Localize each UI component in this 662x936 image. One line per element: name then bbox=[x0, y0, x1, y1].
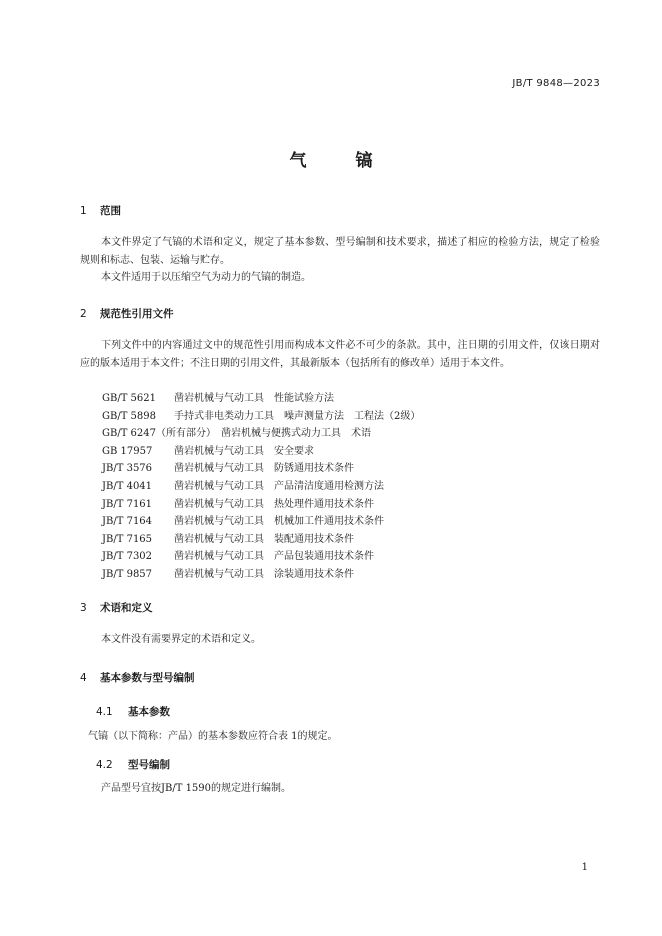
reference-item bbox=[102, 478, 420, 496]
reference-item bbox=[102, 443, 420, 461]
reference-title: 凿岩机械与气动工具 性能试验方法 bbox=[174, 393, 334, 404]
section-4-heading bbox=[80, 670, 195, 685]
reference-item bbox=[102, 513, 420, 531]
reference-title: 凿岩机械与气动工具 装配通用技术条件 bbox=[174, 533, 354, 545]
section-1-paragraph-2: 本文件适用于以压缩空气为动力的气镐的制造。 bbox=[101, 272, 311, 283]
reference-item bbox=[102, 496, 420, 514]
section-title: 规范性引用文件 bbox=[100, 308, 174, 320]
section-title: 范围 bbox=[100, 205, 121, 217]
section-title: 基本参数与型号编制 bbox=[100, 672, 195, 684]
reference-item bbox=[102, 548, 420, 566]
section-title: 术语和定义 bbox=[100, 602, 153, 614]
subsection-4-1-paragraph: 气镐（以下简称：产品）的基本参数应符合表 1的规定。 bbox=[88, 731, 338, 742]
section-3-heading bbox=[80, 600, 153, 615]
reference-title: 凿岩机械与气动工具 热处理件通用技术条件 bbox=[174, 498, 374, 510]
subsection-title: 基本参数 bbox=[128, 706, 170, 718]
reference-item bbox=[102, 531, 420, 549]
reference-code: GB/T 5898 bbox=[102, 410, 157, 422]
reference-title: 凿岩机械与便携式动力工具 术语 bbox=[221, 428, 372, 440]
reference-title: 凿岩机械与气动工具 产品清洁度通用检测方法 bbox=[174, 480, 384, 492]
section-2-heading bbox=[80, 306, 174, 321]
section-number: 2 bbox=[80, 308, 87, 320]
reference-item bbox=[102, 390, 420, 408]
subsection-number: 4.2 bbox=[96, 759, 113, 771]
section-number: 3 bbox=[80, 602, 87, 614]
reference-code: JB/T 3576 bbox=[102, 463, 153, 475]
reference-title: 凿岩机械与气动工具 机械加工件通用技术条件 bbox=[174, 516, 384, 528]
section-3-paragraph: 本文件没有需要界定的术语和定义。 bbox=[101, 634, 261, 645]
subsection-title: 型号编制 bbox=[128, 759, 170, 771]
reference-item bbox=[102, 408, 420, 426]
reference-code: GB/T 6247（所有部分） bbox=[102, 428, 212, 440]
section-2-intro: 下列文件中的内容通过文中的规范性引用而构成本文件必不可少的条款。其中，注日期的引用文件，仅该日期对应的版本适用于本文件；不注日期的引用文件，其最新版本（包括所有的修改单）适用于本文件。 bbox=[80, 340, 600, 369]
normative-reference-list bbox=[102, 390, 420, 584]
section-number: 4 bbox=[80, 672, 87, 684]
reference-code: JB/T 7165 bbox=[102, 533, 153, 545]
subsection-4-2-paragraph: 产品型号宜按JB/T 1590的规定进行编制。 bbox=[101, 783, 292, 794]
reference-code: JB/T 7164 bbox=[102, 516, 153, 528]
reference-title: 手持式非电类动力工具 噪声测量方法 工程法（2级） bbox=[174, 410, 421, 422]
document-title: 气 镐 bbox=[289, 151, 389, 171]
reference-code: GB 17957 bbox=[102, 445, 153, 457]
reference-code: JB/T 9857 bbox=[102, 568, 153, 580]
reference-title: 凿岩机械与气动工具 防锈通用技术条件 bbox=[174, 463, 354, 475]
section-1-heading bbox=[80, 203, 121, 218]
reference-title: 凿岩机械与气动工具 产品包装通用技术条件 bbox=[174, 551, 374, 563]
section-1-paragraph-1: 本文件界定了气镐的术语和定义，规定了基本参数、型号编制和技术要求，描述了相应的检验方法，规定了检验规则和标志、包装、运输与贮存。 bbox=[80, 237, 600, 266]
reference-code: GB/T 5621 bbox=[102, 393, 157, 404]
reference-title: 凿岩机械与气动工具 安全要求 bbox=[174, 445, 314, 457]
subsection-number: 4.1 bbox=[96, 706, 113, 718]
section-number: 1 bbox=[80, 205, 87, 217]
reference-title: 凿岩机械与气动工具 涂装通用技术条件 bbox=[174, 568, 354, 580]
reference-code: JB/T 4041 bbox=[102, 480, 153, 492]
reference-item bbox=[102, 460, 420, 478]
subsection-4-2-heading bbox=[96, 757, 170, 772]
reference-item bbox=[102, 566, 420, 584]
standard-number: JB/T 9848—2023 bbox=[512, 78, 600, 89]
page-number: 1 bbox=[581, 862, 588, 873]
subsection-4-1-heading bbox=[96, 704, 170, 719]
reference-code: JB/T 7302 bbox=[102, 551, 153, 563]
reference-code: JB/T 7161 bbox=[102, 498, 153, 510]
reference-item bbox=[102, 425, 420, 443]
